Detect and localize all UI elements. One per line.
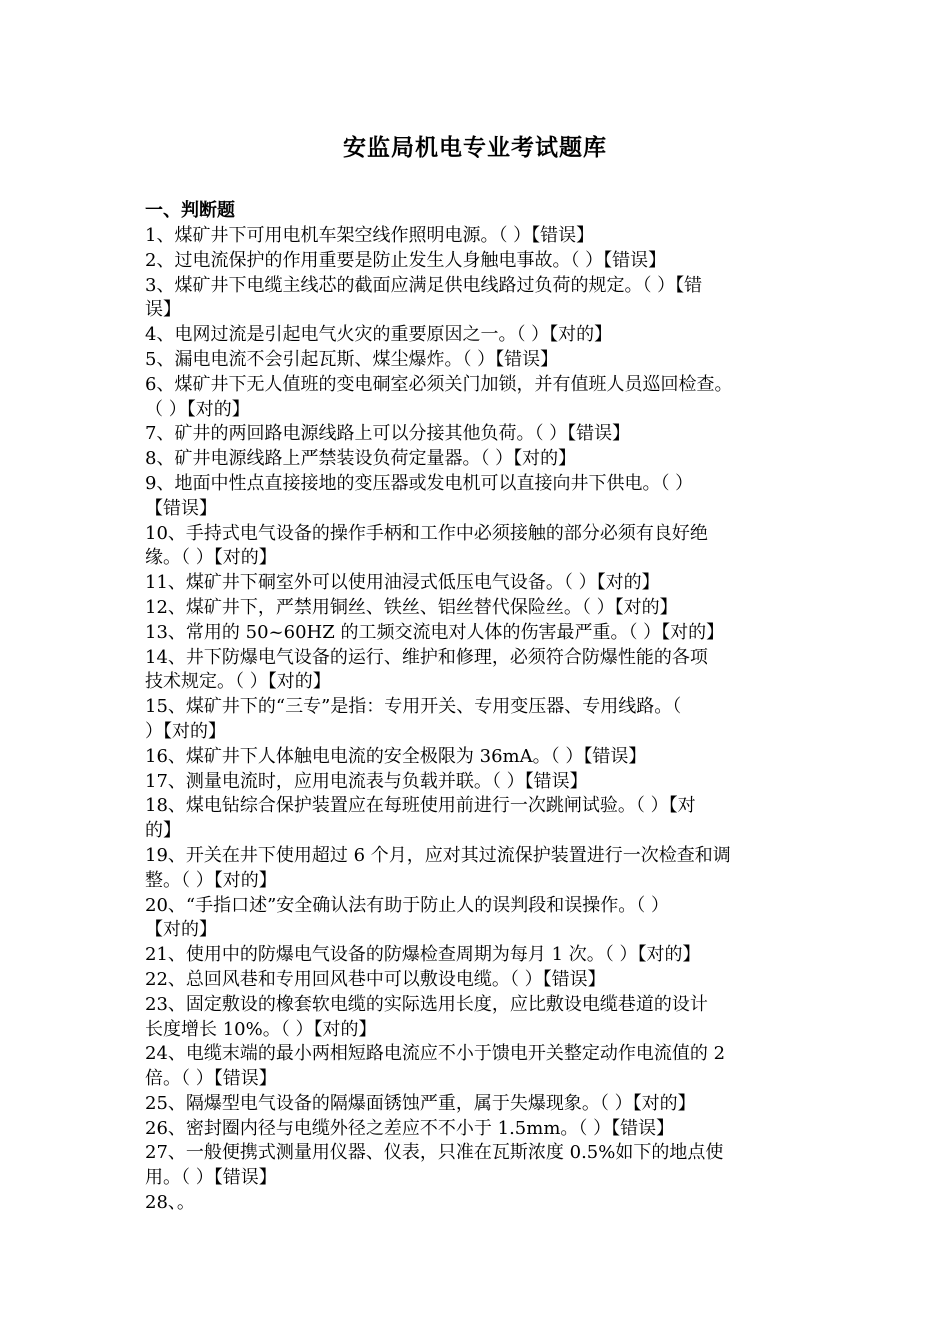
question-line: 【错误】	[145, 497, 217, 519]
question-line: 26、密封圈内径与电缆外径之差应不不小于 1.5mm。（ ）【错误】	[145, 1117, 675, 1139]
question-line: 21、使用中的防爆电气设备的防爆检查周期为每月 1 次。（ ）【对的】	[145, 944, 701, 966]
question-line: 8、矿井电源线路上严禁装设负荷定量器。（ ）【对的】	[145, 448, 577, 470]
question-line: 11、煤矿井下硐室外可以使用油浸式低压电气设备。（ ）【对的】	[145, 572, 660, 594]
question-line: 2、过电流保护的作用重要是防止发生人身触电事故。（ ）【错误】	[145, 249, 667, 271]
question-line: 误】	[145, 299, 181, 321]
question-line: 27、一般便携式测量用仪器、仪表，只准在瓦斯浓度 0.5%如下的地点使	[145, 1142, 724, 1164]
question-line: 技术规定。（ ）【对的】	[145, 671, 331, 693]
question-line: 7、矿井的两回路电源线路上可以分接其他负荷。（ ）【错误】	[145, 423, 631, 445]
question-line: 整。（ ）【对的】	[145, 869, 277, 891]
question-line: 【对的】	[145, 919, 217, 941]
question-line: 缘。（ ）【对的】	[145, 547, 277, 569]
question-line: 12、煤矿井下，严禁用铜丝、铁丝、铝丝替代保险丝。（ ）【对的】	[145, 596, 678, 618]
question-line: 倍。（ ）【错误】	[145, 1068, 277, 1090]
question-line: （ ）【对的】	[145, 398, 250, 420]
question-line: 9、地面中性点直接接地的变压器或发电机可以直接向井下供电。（ ）	[145, 472, 694, 494]
section-heading: 一、判断题	[145, 200, 235, 221]
question-line: 10、手持式电气设备的操作手柄和工作中必须接触的部分必须有良好绝	[145, 522, 708, 544]
question-list	[145, 224, 810, 1216]
question-line: 的】	[145, 820, 181, 842]
question-line: 17、测量电流时，应用电流表与负载并联。（ ）【错误】	[145, 770, 588, 792]
question-line: 23、固定敷设的橡套软电缆的实际选用长度，应比敷设电缆巷道的设计	[145, 993, 708, 1015]
question-line: 22、总回风巷和专用回风巷中可以敷设电缆。（ ）【错误】	[145, 968, 606, 990]
question-line: 1、煤矿井下可用电机车架空线作照明电源。（ ）【错误】	[145, 225, 595, 246]
question-line: ）【对的】	[145, 720, 226, 742]
question-line: 19、开关在井下使用超过 6 个月，应对其过流保护装置进行一次检查和调	[145, 844, 731, 866]
question-line: 用。（ ）【错误】	[145, 1167, 277, 1189]
question-line: 6、煤矿井下无人值班的变电硐室必须关门加锁，并有值班人员巡回检查。	[145, 373, 733, 395]
question-line: 24、电缆末端的最小两相短路电流应不小于馈电开关整定动作电流值的 2	[145, 1043, 726, 1065]
question-line: 3、煤矿井下电缆主线芯的截面应满足供电线路过负荷的规定。（ ）【错	[145, 274, 703, 296]
question-line: 5、漏电电流不会引起瓦斯、煤尘爆炸。（ ）【错误】	[145, 348, 559, 370]
question-line: 4、电网过流是引起电气火灾的重要原因之一。（ ）【对的】	[145, 324, 613, 346]
question-line: 28、。	[145, 1192, 195, 1214]
question-line: 15、煤矿井下的“三专”是指：专用开关、专用变压器、专用线路。（	[145, 696, 682, 718]
question-line: 18、煤电钻综合保护装置应在每班使用前进行一次跳闸试验。（ ）【对	[145, 795, 696, 817]
question-line: 16、煤矿井下人体触电电流的安全极限为 36mA。（ ）【错误】	[145, 745, 647, 767]
question-line: 20、“手指口述”安全确认法有助于防止人的误判段和误操作。（ ）	[145, 894, 670, 916]
question-line: 长度增长 10%。（ ）【对的】	[145, 1018, 377, 1040]
document-title: 安监局机电专业考试题库	[343, 135, 607, 161]
question-line: 25、隔爆型电气设备的隔爆面锈蚀严重，属于失爆现象。（ ）【对的】	[145, 1092, 696, 1114]
question-line: 14、井下防爆电气设备的运行、维护和修理，必须符合防爆性能的各项	[145, 646, 708, 668]
question-line: 13、常用的 50~60HZ 的工频交流电对人体的伤害最严重。（ ）【对的】	[145, 621, 725, 643]
